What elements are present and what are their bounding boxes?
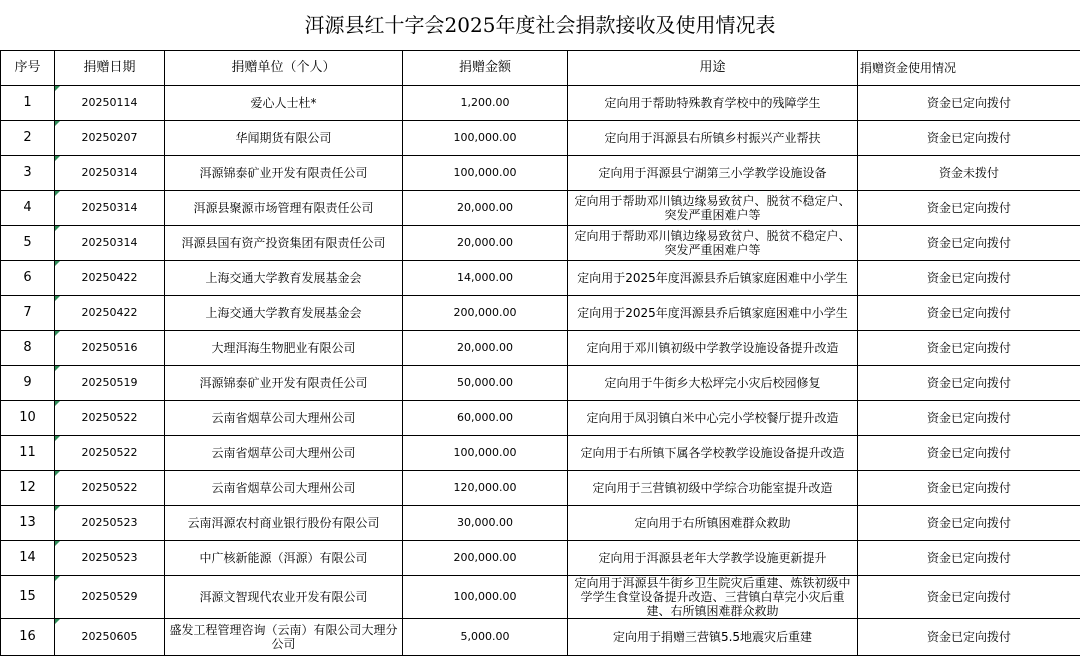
row-amount: 20,000.00 xyxy=(403,226,568,261)
row-seq: 8 xyxy=(1,331,55,366)
row-donor: 云南省烟草公司大理州公司 xyxy=(165,401,403,436)
row-status: 资金已定向拨付 xyxy=(858,436,1080,471)
row-status: 资金已定向拨付 xyxy=(858,191,1080,226)
table-row xyxy=(1,226,1080,261)
table-row xyxy=(1,156,1080,191)
row-seq: 10 xyxy=(1,401,55,436)
row-status: 资金已定向拨付 xyxy=(858,296,1080,331)
row-donor: 洱源锦泰矿业开发有限责任公司 xyxy=(165,156,403,191)
row-donor: 上海交通大学教育发展基金会 xyxy=(165,261,403,296)
table-row xyxy=(1,541,1080,576)
row-date: 20250314 xyxy=(55,226,165,261)
row-usage: 定向用于帮助特殊教育学校中的残障学生 xyxy=(568,86,858,121)
header-row xyxy=(1,51,1080,86)
row-donor: 华闻期货有限公司 xyxy=(165,121,403,156)
row-usage: 定向用于洱源县老年大学教学设施更新提升 xyxy=(568,541,858,576)
row-amount: 120,000.00 xyxy=(403,471,568,506)
donation-table xyxy=(0,50,1080,656)
row-seq: 3 xyxy=(1,156,55,191)
row-status: 资金已定向拨付 xyxy=(858,261,1080,296)
row-seq: 12 xyxy=(1,471,55,506)
row-usage: 定向用于凤羽镇白米中心完小学校餐厅提升改造 xyxy=(568,401,858,436)
table-row xyxy=(1,619,1080,656)
row-donor: 洱源文智现代农业开发有限公司 xyxy=(165,576,403,619)
row-status: 资金已定向拨付 xyxy=(858,121,1080,156)
row-donor: 中广核新能源（洱源）有限公司 xyxy=(165,541,403,576)
table-row xyxy=(1,401,1080,436)
row-usage: 定向用于右所镇下属各学校教学设施设备提升改造 xyxy=(568,436,858,471)
row-amount: 100,000.00 xyxy=(403,156,568,191)
row-status: 资金已定向拨付 xyxy=(858,576,1080,619)
table-row xyxy=(1,261,1080,296)
table-row xyxy=(1,471,1080,506)
row-seq: 6 xyxy=(1,261,55,296)
row-donor: 洱源锦泰矿业开发有限责任公司 xyxy=(165,366,403,401)
row-donor: 盛发工程管理咨询（云南）有限公司大理分公司 xyxy=(165,619,403,656)
row-date: 20250529 xyxy=(55,576,165,619)
row-seq: 16 xyxy=(1,619,55,656)
row-donor: 云南省烟草公司大理州公司 xyxy=(165,471,403,506)
row-date: 20250523 xyxy=(55,506,165,541)
row-usage: 定向用于帮助邓川镇边缘易致贫户、脱贫不稳定户、突发严重困难户等 xyxy=(568,226,858,261)
header-donor: 捐赠单位（个人） xyxy=(165,51,403,86)
row-seq: 9 xyxy=(1,366,55,401)
row-amount: 100,000.00 xyxy=(403,436,568,471)
row-amount: 5,000.00 xyxy=(403,619,568,656)
header-usage: 用途 xyxy=(568,51,858,86)
table-row xyxy=(1,366,1080,401)
table-row xyxy=(1,86,1080,121)
row-amount: 20,000.00 xyxy=(403,191,568,226)
row-usage: 定向用于三营镇初级中学综合功能室提升改造 xyxy=(568,471,858,506)
table-row xyxy=(1,191,1080,226)
row-amount: 30,000.00 xyxy=(403,506,568,541)
row-date: 20250314 xyxy=(55,191,165,226)
row-usage: 定向用于邓川镇初级中学教学设施设备提升改造 xyxy=(568,331,858,366)
row-amount: 100,000.00 xyxy=(403,121,568,156)
row-status: 资金已定向拨付 xyxy=(858,86,1080,121)
row-date: 20250519 xyxy=(55,366,165,401)
row-seq: 5 xyxy=(1,226,55,261)
row-usage: 定向用于捐赠三营镇5.5地震灾后重建 xyxy=(568,619,858,656)
row-seq: 4 xyxy=(1,191,55,226)
row-date: 20250523 xyxy=(55,541,165,576)
row-status: 资金未拨付 xyxy=(858,156,1080,191)
row-usage: 定向用于洱源县右所镇乡村振兴产业帮扶 xyxy=(568,121,858,156)
row-amount: 20,000.00 xyxy=(403,331,568,366)
row-status: 资金已定向拨付 xyxy=(858,541,1080,576)
row-date: 20250207 xyxy=(55,121,165,156)
row-donor: 云南洱源农村商业银行股份有限公司 xyxy=(165,506,403,541)
row-seq: 13 xyxy=(1,506,55,541)
row-amount: 100,000.00 xyxy=(403,576,568,619)
row-donor: 上海交通大学教育发展基金会 xyxy=(165,296,403,331)
row-seq: 2 xyxy=(1,121,55,156)
row-usage: 定向用于洱源县牛街乡卫生院灾后重建、炼铁初级中学学生食堂设备提升改造、三营镇白草完小灾后重建、右所镇困难群众救助 xyxy=(568,576,858,619)
row-date: 20250522 xyxy=(55,436,165,471)
row-seq: 1 xyxy=(1,86,55,121)
row-amount: 14,000.00 xyxy=(403,261,568,296)
table-row xyxy=(1,296,1080,331)
row-amount: 1,200.00 xyxy=(403,86,568,121)
row-usage: 定向用于2025年度洱源县乔后镇家庭困难中小学生 xyxy=(568,296,858,331)
row-date: 20250522 xyxy=(55,471,165,506)
row-donor: 洱源县国有资产投资集团有限责任公司 xyxy=(165,226,403,261)
header-amount: 捐赠金额 xyxy=(403,51,568,86)
header-date: 捐赠日期 xyxy=(55,51,165,86)
table-row xyxy=(1,506,1080,541)
row-status: 资金已定向拨付 xyxy=(858,619,1080,656)
row-amount: 50,000.00 xyxy=(403,366,568,401)
row-date: 20250422 xyxy=(55,261,165,296)
table-row xyxy=(1,121,1080,156)
row-usage: 定向用于洱源县宁湖第三小学教学设施设备 xyxy=(568,156,858,191)
header-seq: 序号 xyxy=(1,51,55,86)
row-usage: 定向用于2025年度洱源县乔后镇家庭困难中小学生 xyxy=(568,261,858,296)
row-donor: 爱心人士杜* xyxy=(165,86,403,121)
row-status: 资金已定向拨付 xyxy=(858,506,1080,541)
row-donor: 大理洱海生物肥业有限公司 xyxy=(165,331,403,366)
row-status: 资金已定向拨付 xyxy=(858,471,1080,506)
row-donor: 云南省烟草公司大理州公司 xyxy=(165,436,403,471)
page-title: 洱源县红十字会2025年度社会捐款接收及使用情况表 xyxy=(304,13,776,37)
row-seq: 14 xyxy=(1,541,55,576)
row-status: 资金已定向拨付 xyxy=(858,226,1080,261)
row-date: 20250516 xyxy=(55,331,165,366)
row-donor: 洱源县聚源市场管理有限责任公司 xyxy=(165,191,403,226)
row-date: 20250422 xyxy=(55,296,165,331)
row-usage: 定向用于帮助邓川镇边缘易致贫户、脱贫不稳定户、突发严重困难户等 xyxy=(568,191,858,226)
row-date: 20250114 xyxy=(55,86,165,121)
row-seq: 7 xyxy=(1,296,55,331)
row-status: 资金已定向拨付 xyxy=(858,401,1080,436)
row-usage: 定向用于右所镇困难群众救助 xyxy=(568,506,858,541)
row-usage: 定向用于牛街乡大松坪完小灾后校园修复 xyxy=(568,366,858,401)
header-status: 捐赠资金使用情况 xyxy=(858,51,1080,86)
row-date: 20250522 xyxy=(55,401,165,436)
row-date: 20250314 xyxy=(55,156,165,191)
row-amount: 60,000.00 xyxy=(403,401,568,436)
table-row xyxy=(1,436,1080,471)
table-row xyxy=(1,331,1080,366)
row-seq: 11 xyxy=(1,436,55,471)
row-status: 资金已定向拨付 xyxy=(858,331,1080,366)
row-status: 资金已定向拨付 xyxy=(858,366,1080,401)
row-amount: 200,000.00 xyxy=(403,541,568,576)
row-amount: 200,000.00 xyxy=(403,296,568,331)
row-date: 20250605 xyxy=(55,619,165,656)
table-row xyxy=(1,576,1080,619)
row-seq: 15 xyxy=(1,576,55,619)
